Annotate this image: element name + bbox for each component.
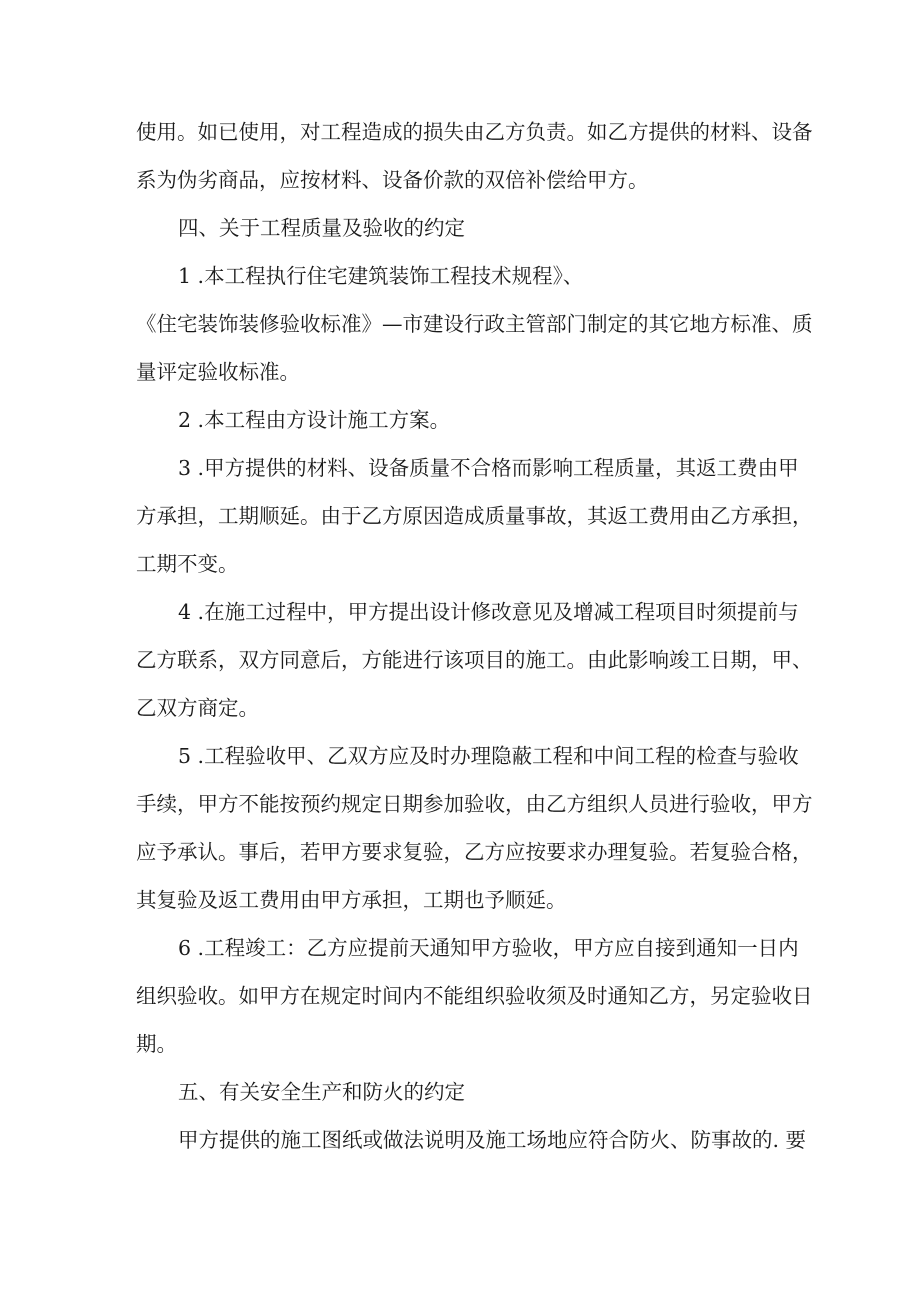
body-line: 工期不变。: [136, 552, 239, 576]
section-heading: 四、关于工程质量及验收的约定: [178, 216, 465, 240]
body-line: 手续，甲方不能按预约规定日期参加验收，由乙方组织人员进行验收，甲方: [136, 792, 813, 816]
body-line: 使用。如已使用，对工程造成的损失由乙方负责。如乙方提供的材料、设备: [136, 120, 813, 144]
section-heading: 五、有关安全生产和防火的约定: [178, 1080, 465, 1104]
body-line: 乙双方商定。: [136, 696, 259, 720]
clause-line: 3 .甲方提供的材料、设备质量不合格而影响工程质量，其返工费由甲: [178, 456, 799, 480]
clause-line: 2 .本工程由方设计施工方案。: [178, 408, 451, 432]
body-line: 量评定验收标准。: [136, 360, 300, 384]
body-line: 应予承认。事后，若甲方要求复验，乙方应按要求办理复验。若复验合格，: [136, 840, 813, 864]
body-line: 《住宅装饰装修验收标准》—市建设行政主管部门制定的其它地方标准、质: [136, 312, 813, 336]
body-line: 方承担，工期顺延。由于乙方原因造成质量事故，其返工费用由乙方承担，: [136, 504, 813, 528]
clause-line: 5 .工程验收甲、乙双方应及时办理隐蔽工程和中间工程的检查与验收: [178, 744, 799, 768]
clause-line: 4 .在施工过程中，甲方提出设计修改意见及增减工程项目时须提前与: [178, 600, 799, 624]
body-line: 其复验及返工费用由甲方承担，工期也予顺延。: [136, 888, 567, 912]
body-line: 组织验收。如甲方在规定时间内不能组织验收须及时通知乙方，另定验收日: [136, 984, 813, 1008]
body-line: 甲方提供的施工图纸或做法说明及施工场地应符合防火、防事故的. 要: [178, 1128, 807, 1152]
body-line: 系为伪劣商品，应按材料、设备价款的双倍补偿给甲方。: [136, 168, 649, 192]
clause-line: 6 .工程竣工：乙方应提前天通知甲方验收，甲方应自接到通知一日内: [178, 936, 799, 960]
body-line: 期。: [136, 1032, 177, 1056]
body-line: 乙方联系，双方同意后，方能进行该项目的施工。由此影响竣工日期，甲、: [136, 648, 813, 672]
clause-line: 1 .本工程执行住宅建筑装饰工程技术规程》、: [178, 264, 584, 288]
